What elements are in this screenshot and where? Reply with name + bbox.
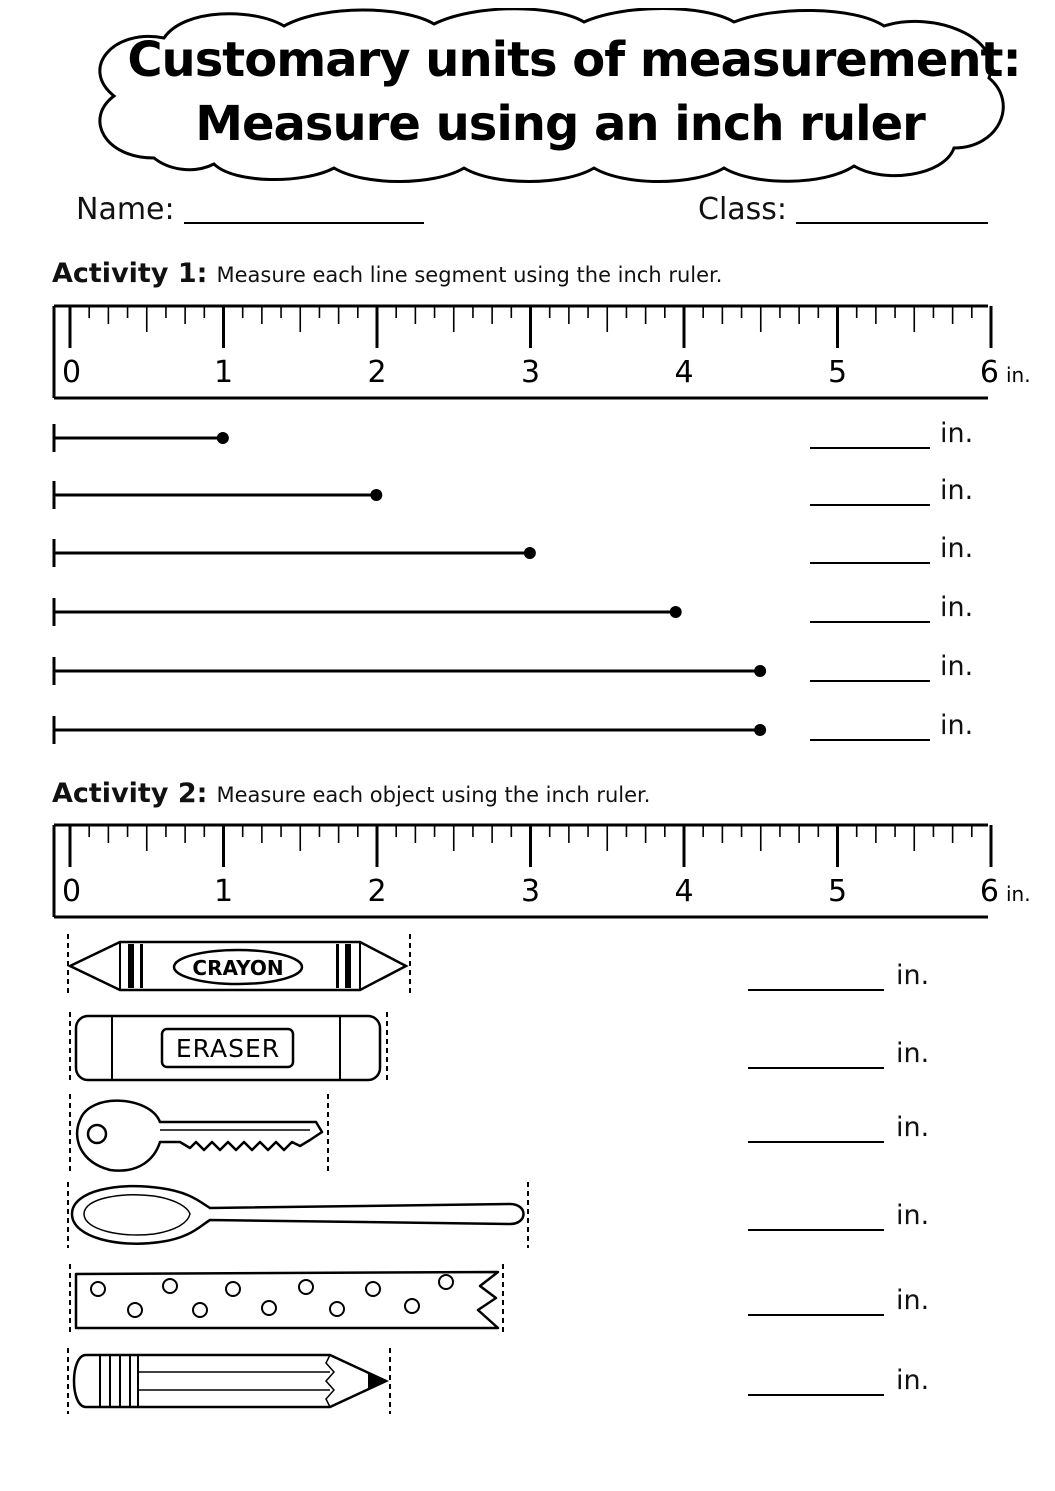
ruler-1-number-label: 3 bbox=[520, 355, 541, 390]
eraser-drawing bbox=[0, 1010, 430, 1086]
answer-unit: in. bbox=[940, 592, 974, 623]
activity-2-inch-ruler bbox=[0, 821, 1055, 921]
class-blank[interactable] bbox=[796, 222, 988, 224]
answer-segment-6[interactable] bbox=[810, 710, 973, 741]
name-label: Name: bbox=[76, 192, 175, 227]
answer-blank[interactable] bbox=[810, 540, 930, 564]
answer-unit: in. bbox=[940, 475, 974, 506]
answer-segment-1[interactable] bbox=[810, 418, 973, 449]
segment-end-dot bbox=[370, 489, 382, 501]
segment-end-dot bbox=[670, 606, 682, 618]
activity-1-label: Activity 1: bbox=[52, 258, 208, 289]
class-label: Class: bbox=[698, 192, 788, 227]
answer-unit: in. bbox=[940, 710, 974, 741]
answer-blank[interactable] bbox=[748, 1372, 884, 1396]
segment-end-dot bbox=[217, 432, 229, 444]
answer-segment-3[interactable] bbox=[810, 533, 973, 564]
answer-unit: in. bbox=[940, 651, 974, 682]
answer-blank[interactable] bbox=[748, 1292, 884, 1316]
ruler-1-number-label: 4 bbox=[674, 355, 694, 390]
ruler-2-number-label: 4 bbox=[674, 874, 694, 909]
answer-unit: in. bbox=[896, 1200, 930, 1231]
name-blank[interactable] bbox=[184, 222, 424, 224]
answer-unit: in. bbox=[896, 960, 930, 991]
crayon-drawing bbox=[0, 932, 430, 998]
ribbon-drawing bbox=[0, 1262, 540, 1338]
page-title-line-2: Measure using an inch ruler bbox=[195, 96, 925, 152]
segment-end-dot bbox=[754, 724, 766, 736]
ruler-1-number-label: 1 bbox=[213, 355, 234, 390]
activity-1-inch-ruler bbox=[0, 302, 1055, 402]
ruler-2-number-label: 6 bbox=[979, 874, 999, 909]
answer-object-5[interactable] bbox=[748, 1285, 929, 1316]
activity-2-heading bbox=[52, 778, 650, 809]
answer-unit: in. bbox=[896, 1365, 930, 1396]
ruler-2-number-label: 2 bbox=[367, 874, 387, 909]
answer-object-1[interactable] bbox=[748, 960, 929, 991]
answer-object-2[interactable] bbox=[748, 1038, 929, 1069]
ruler-2-unit-label: in. bbox=[1006, 882, 1031, 906]
answer-blank[interactable] bbox=[748, 1045, 884, 1069]
answer-blank[interactable] bbox=[810, 425, 930, 449]
answer-blank[interactable] bbox=[748, 1207, 884, 1231]
answer-unit: in. bbox=[896, 1285, 930, 1316]
activity-2-instructions: Measure each object using the inch ruler. bbox=[216, 783, 651, 807]
ruler-2-number-label: 0 bbox=[62, 874, 82, 909]
ruler-1-number-label: 5 bbox=[827, 355, 848, 390]
answer-segment-2[interactable] bbox=[810, 475, 973, 506]
answer-object-3[interactable] bbox=[748, 1112, 929, 1143]
segment-end-dot bbox=[754, 665, 766, 677]
pencil-drawing bbox=[0, 1346, 430, 1416]
answer-blank[interactable] bbox=[748, 967, 884, 991]
answer-segment-4[interactable] bbox=[810, 592, 973, 623]
activity-1-heading bbox=[52, 258, 722, 289]
ruler-2-number-label: 5 bbox=[827, 874, 848, 909]
key-drawing bbox=[0, 1092, 430, 1174]
ruler-1-number-label: 0 bbox=[62, 355, 82, 390]
segment-end-dot bbox=[524, 547, 536, 559]
answer-object-4[interactable] bbox=[748, 1200, 929, 1231]
ruler-1-unit-label: in. bbox=[1006, 363, 1031, 387]
crayon-label: CRAYON bbox=[192, 956, 284, 980]
spoon-drawing bbox=[0, 1180, 540, 1250]
answer-unit: in. bbox=[896, 1038, 930, 1069]
ruler-2-number-label: 3 bbox=[520, 874, 541, 909]
answer-unit: in. bbox=[940, 533, 974, 564]
answer-blank[interactable] bbox=[810, 482, 930, 506]
answer-blank[interactable] bbox=[810, 717, 930, 741]
answer-object-6[interactable] bbox=[748, 1365, 929, 1396]
ruler-2-number-label: 1 bbox=[213, 874, 234, 909]
answer-segment-5[interactable] bbox=[810, 651, 973, 682]
eraser-label: ERASER bbox=[175, 1034, 281, 1063]
answer-blank[interactable] bbox=[748, 1119, 884, 1143]
ruler-1-number-label: 6 bbox=[979, 355, 999, 390]
answer-blank[interactable] bbox=[810, 658, 930, 682]
activity-1-instructions: Measure each line segment using the inch ruler. bbox=[216, 263, 723, 287]
activity-2-label: Activity 2: bbox=[52, 778, 208, 809]
answer-unit: in. bbox=[940, 418, 974, 449]
answer-blank[interactable] bbox=[810, 599, 930, 623]
answer-unit: in. bbox=[896, 1112, 930, 1143]
page-title-line-1: Customary units of measurement: bbox=[127, 32, 1021, 88]
ruler-1-number-label: 2 bbox=[367, 355, 387, 390]
